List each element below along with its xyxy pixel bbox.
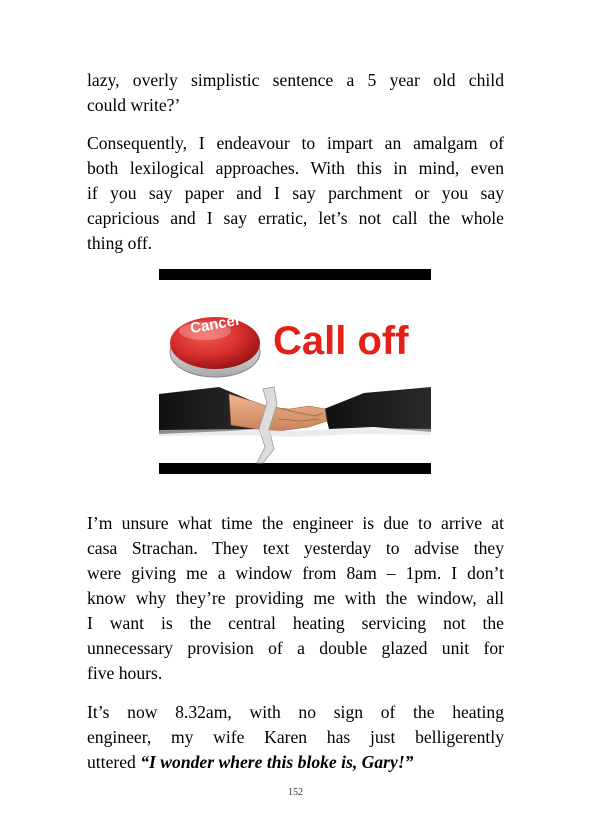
cancel-label: Cancel [188,311,241,338]
text-line: could write?’ [87,95,181,115]
text-line: lazy, overly simplistic sentence a 5 year old child [87,70,504,90]
call-off-graphic [159,269,431,474]
text-line: if you say paper and I say parchment or you say [87,183,504,203]
text-line: casa Strachan. They text yesterday to advise they [87,538,504,558]
text-line: capricious and I say erratic, let’s not call the whole [87,208,504,228]
text-line: unnecessary provision of a double glazed unit for [87,638,504,658]
bottom-bar [159,463,431,474]
paragraph-2 [87,131,504,256]
paragraph-3 [87,511,504,686]
paragraph-4 [87,700,504,775]
text-line: thing off. [87,233,153,253]
quoted-speech: “I wonder where this bloke is, Gary!” [140,752,414,772]
text-line: It’s now 8.32am, with no sign of the heating [87,702,504,722]
call-off-headline: Call off [273,319,409,363]
call-off-illustration [159,269,431,474]
text-run: uttered [87,752,141,772]
text-line: five hours. [87,663,163,683]
text-line: both lexilogical approaches. With this in mind, even [87,158,504,178]
text-line: know why they’re providing me with the window, all [87,588,504,608]
text-line [87,750,504,775]
text-line: I want is the central heating servicing not the [87,613,504,633]
top-bar [159,269,431,280]
cancel-button-graphic [170,312,260,377]
text-line: Consequently, I endeavour to impart an amalgam of [87,133,504,153]
paragraph-1 [87,68,504,118]
text-line: I’m unsure what time the engineer is due to arrive at [87,513,504,533]
text-line: were giving me a window from 8am – 1pm. I don’t [87,563,504,583]
page-number: 152 [288,787,303,798]
handshake-graphic [159,387,431,463]
text-line: engineer, my wife Karen has just belligerently [87,727,504,747]
